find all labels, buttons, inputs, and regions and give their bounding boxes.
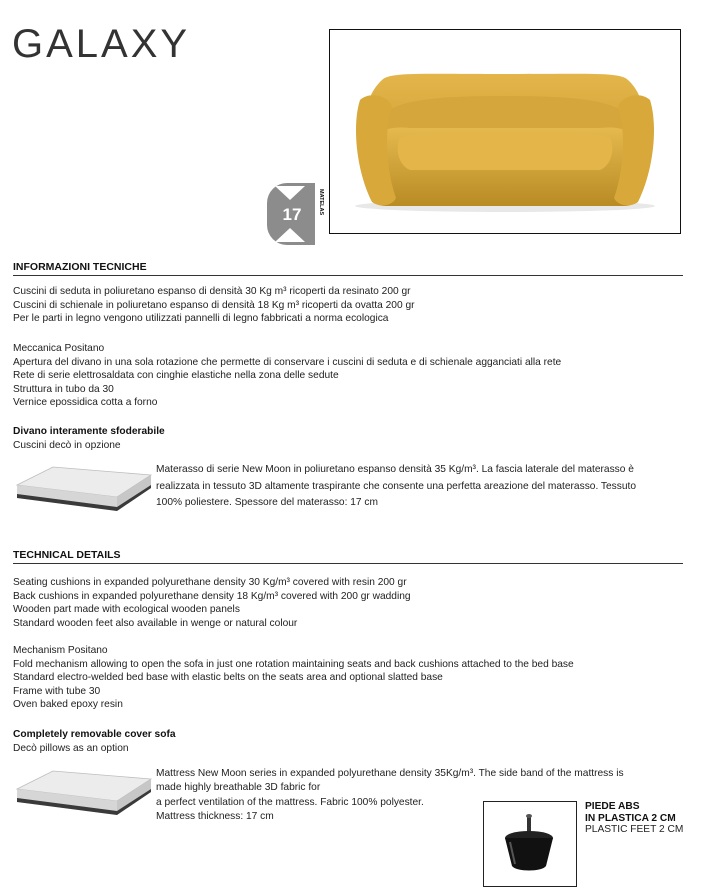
en-line: Wooden part made with ecological wooden panels bbox=[13, 604, 240, 616]
sofa-illustration bbox=[330, 30, 680, 233]
en-line: Frame with tube 30 bbox=[13, 685, 101, 697]
en-line: Standard electro-welded bed base with elastic belts on the seats area and optional slatted base bbox=[13, 672, 443, 684]
mattress-image-en bbox=[13, 765, 153, 825]
badge-number: 17 bbox=[282, 205, 302, 224]
it-mattress-line: 100% poliestere. Spessore del materasso: 17 cm bbox=[156, 497, 378, 508]
it-line: Vernice epossidica cotta a forno bbox=[13, 397, 158, 409]
en-removable-block bbox=[13, 728, 176, 755]
it-line: Cuscini di seduta in poliuretano espanso di densità 30 Kg m³ ricoperti da resinato 200 gr bbox=[13, 286, 411, 297]
section-rule-en bbox=[13, 563, 683, 564]
it-line: Meccanica Positano bbox=[13, 343, 105, 354]
section-title-en: TECHNICAL DETAILS bbox=[13, 549, 121, 561]
plastic-foot-image bbox=[483, 801, 577, 887]
en-line: Fold mechanism allowing to open the sofa in just one rotation maintaining seats and back cushions attached to the bed base bbox=[13, 658, 574, 670]
it-line: Rete di serie elettrosaldata con cinghie elastiche nella zona delle sedute bbox=[13, 370, 339, 382]
product-title: GALAXY bbox=[12, 22, 191, 66]
en-removable-note: Decò pillows as an option bbox=[13, 742, 129, 754]
badge-label: MATELAS bbox=[318, 189, 324, 216]
en-mattress-line: Mattress New Moon series in expanded polyurethane density 35Kg/m³. The side band of the mattress is bbox=[156, 768, 624, 779]
section-title-it: INFORMAZIONI TECNICHE bbox=[13, 261, 147, 273]
it-mechanism-block bbox=[13, 342, 561, 410]
mattress-thickness-badge bbox=[267, 183, 322, 245]
feet-title-line2: IN PLASTICA 2 CM bbox=[585, 812, 676, 824]
en-mattress-line: Mattress thickness: 17 cm bbox=[156, 810, 274, 822]
sofa-photo bbox=[329, 29, 681, 234]
it-removable-title: Divano interamente sfoderabile bbox=[13, 426, 165, 437]
sofa-seat-cushion bbox=[398, 133, 613, 170]
mattress-image-it bbox=[13, 461, 153, 521]
en-line: Standard wooden feet also available in wenge or natural colour bbox=[13, 617, 298, 629]
en-removable-title: Completely removable cover sofa bbox=[13, 729, 176, 740]
en-line: Back cushions in expanded polyurethane density 18 Kg/m³ covered with 200 gr wadding bbox=[13, 590, 411, 602]
en-line: Mechanism Positano bbox=[13, 645, 108, 656]
foot-screw-tip bbox=[526, 814, 532, 818]
en-line: Oven baked epoxy resin bbox=[13, 699, 123, 711]
it-line: Per le parti in legno vengono utilizzati pannelli di legno fabbricati a norma ecologica bbox=[13, 313, 389, 325]
en-materials-block bbox=[13, 576, 411, 630]
it-materials-block bbox=[13, 285, 415, 326]
en-mattress-line: a perfect ventilation of the mattress. Fabric 100% polyester. bbox=[156, 796, 424, 808]
en-line: Seating cushions in expanded polyurethane density 30 Kg/m³ covered with resin 200 gr bbox=[13, 577, 407, 588]
en-mattress-line: made highly breathable 3D fabric for bbox=[156, 782, 321, 794]
it-line: Cuscini di schienale in poliuretano espanso di densità 18 Kg m³ ricoperti da ovatta 200 gr bbox=[13, 299, 415, 311]
plastic-foot-icon bbox=[484, 802, 576, 886]
it-removable-block bbox=[13, 425, 165, 452]
section-rule-it bbox=[13, 275, 683, 276]
it-mattress-line: Materasso di serie New Moon in poliuretano espanso densità 35 Kg/m³. La fascia laterale del materasso è bbox=[156, 464, 634, 475]
it-line: Struttura in tubo da 30 bbox=[13, 383, 114, 395]
it-mattress-line: realizzata in tessuto 3D altamente traspirante che consente una perfetta areazione del materasso. Tessuto bbox=[156, 480, 637, 492]
plastic-feet-label bbox=[585, 801, 683, 836]
feet-subtitle: PLASTIC FEET 2 CM bbox=[585, 824, 684, 835]
it-removable-note: Cuscini decò in opzione bbox=[13, 439, 121, 451]
feet-title-line1: PIEDE ABS bbox=[585, 801, 640, 812]
it-mattress-text bbox=[156, 462, 636, 512]
it-line: Apertura del divano in una sola rotazione che permette di conservare i cuscini di seduta e di schienale agganciati alla rete bbox=[13, 356, 562, 368]
en-mechanism-block bbox=[13, 644, 574, 712]
